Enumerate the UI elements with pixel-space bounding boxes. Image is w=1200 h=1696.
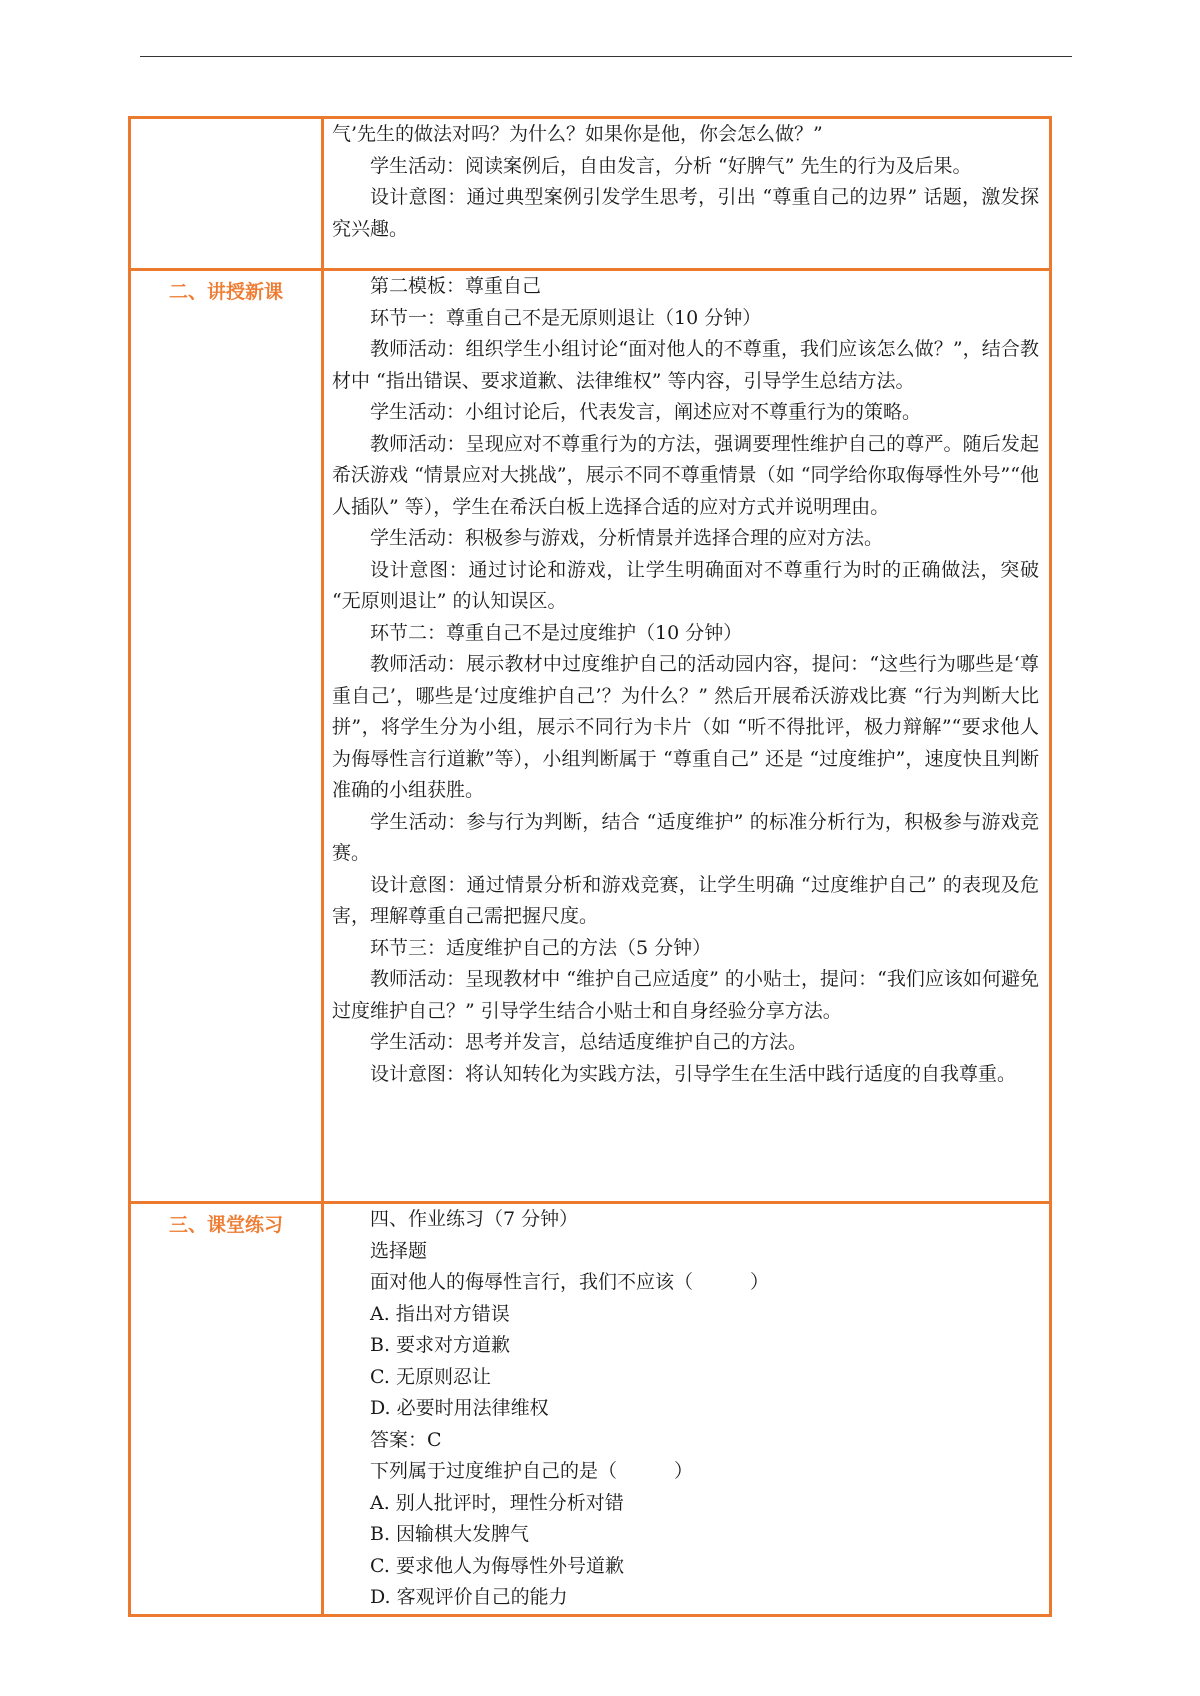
content-paragraph: 设计意图：通过典型案例引发学生思考，引出 “尊重自己的边界” 话题，激发探究兴趣。 <box>332 186 1039 240</box>
lesson-plan-table <box>128 116 1052 1617</box>
section-label <box>131 119 321 125</box>
table-row <box>130 270 1051 1203</box>
section-content-cell <box>323 1203 1051 1616</box>
section-label-cell <box>130 1203 323 1616</box>
content-paragraph: 学生活动：思考并发言，总结适度维护自己的方法。 <box>370 1031 808 1053</box>
content-paragraph: 答案：C <box>370 1428 442 1451</box>
table-row <box>130 118 1051 270</box>
content-paragraph: 教师活动：展示教材中过度维护自己的活动园内容，提问：“这些行为哪些是‘尊重自己’，哪些是‘过度维护自己’？为什么？” 然后开展希沃游戏比赛 “行为判断大比拼”，将学生分为小组，展示不同行为卡片（如 “听不得批评，极力辩解”“要求他人为侮辱性言行道歉”等），小组判断属于 “尊重自己” 还是 “过度维护”，速度快且判断准确的小组获胜。 <box>332 653 1039 801</box>
content-paragraph: 气’先生的做法对吗？为什么？如果你是他，你会怎么做？” <box>332 123 823 145</box>
content-paragraph: 选择题 <box>370 1239 428 1262</box>
content-paragraph: 教师活动：组织学生小组讨论“面对他人的不尊重，我们应该怎么做？”，结合教材中 “指出错误、要求道歉、法律维权” 等内容，引导学生总结方法。 <box>332 338 1039 392</box>
content-paragraph: A. 指出对方错误 <box>370 1302 510 1325</box>
content-paragraph: 教师活动：呈现应对不尊重行为的方法，强调要理性维护自己的尊严。随后发起希沃游戏 “情景应对大挑战”，展示不同不尊重情景（如 “同学给你取侮辱性外号”“他人插队” 等），学生在希沃白板上选择合适的应对方式并说明理由。 <box>332 432 1039 518</box>
content-paragraph: D. 必要时用法律维权 <box>370 1397 549 1419</box>
content-paragraph: 面对他人的侮辱性言行，我们不应该（ ） <box>370 1271 770 1293</box>
content-paragraph: A. 别人批评时，理性分析对错 <box>370 1491 624 1514</box>
section-content-cell <box>323 270 1051 1203</box>
content-paragraph: 设计意图：通过情景分析和游戏竞赛，让学生明确 “过度维护自己” 的表现及危害，理解尊重自己需把握尺度。 <box>332 873 1039 927</box>
content-paragraph: 学生活动：积极参与游戏，分析情景并选择合理的应对方法。 <box>370 527 884 549</box>
content-paragraph: 第二模板：尊重自己 <box>370 275 542 297</box>
section-label: 二、讲授新课 <box>168 281 283 303</box>
content-paragraph: 四、作业练习（7 分钟） <box>370 1208 579 1230</box>
content-paragraph: 下列属于过度维护自己的是（ ） <box>370 1460 694 1482</box>
section-label-cell <box>130 270 323 1203</box>
content-paragraph: 学生活动：参与行为判断，结合 “适度维护” 的标准分析行为，积极参与游戏竞赛。 <box>332 810 1039 864</box>
section-content-cell <box>323 118 1051 270</box>
content-paragraph: 环节一：尊重自己不是无原则退让（10 分钟） <box>370 306 762 329</box>
content-paragraph: 学生活动：小组讨论后，代表发言，阐述应对不尊重行为的策略。 <box>370 401 922 423</box>
section-label: 三、课堂练习 <box>168 1214 283 1236</box>
content-paragraph: B. 要求对方道歉 <box>370 1334 511 1356</box>
content-paragraph: 设计意图：通过讨论和游戏，让学生明确面对不尊重行为时的正确做法，突破 “无原则退让” 的认知误区。 <box>332 558 1039 612</box>
section-label-cell <box>130 118 323 270</box>
content-paragraph: 学生活动：阅读案例后，自由发言，分析 “好脾气” 先生的行为及后果。 <box>370 154 972 177</box>
table-row <box>130 1203 1051 1616</box>
content-paragraph: 教师活动：呈现教材中 “维护自己应适度” 的小贴士，提问：“我们应该如何避免过度维护自己？” 引导学生结合小贴士和自身经验分享方法。 <box>332 968 1039 1022</box>
content-paragraph: D. 客观评价自己的能力 <box>370 1586 568 1608</box>
content-paragraph: C. 无原则忍让 <box>370 1365 491 1388</box>
content-paragraph: C. 要求他人为侮辱性外号道歉 <box>370 1554 624 1577</box>
header-rule <box>140 56 1072 57</box>
content-paragraph: 环节三：适度维护自己的方法（5 分钟） <box>370 936 712 959</box>
content-paragraph: 设计意图：将认知转化为实践方法，引导学生在生活中践行适度的自我尊重。 <box>370 1062 1017 1085</box>
content-paragraph: 环节二：尊重自己不是过度维护（10 分钟） <box>370 621 743 644</box>
content-paragraph: B. 因输棋大发脾气 <box>370 1523 530 1545</box>
